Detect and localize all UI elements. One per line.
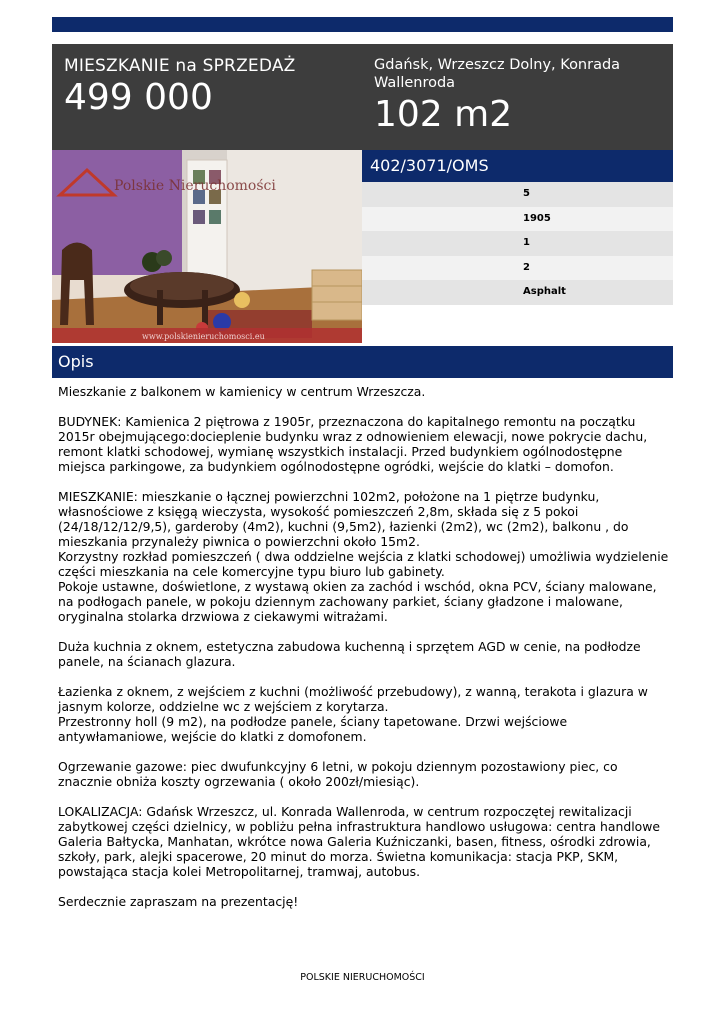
description-paragraph: Duża kuchnia z oknem, estetyczna zabudowa kuchenną i sprzętem AGD w cenie, na podłodze panele, na ścianach glazura.	[58, 639, 641, 669]
detail-value: 2	[523, 261, 530, 273]
living-room-image	[52, 150, 362, 343]
reference-number: 402/3071/OMS	[370, 156, 489, 175]
details-table	[362, 182, 673, 305]
footer: POLSKIE NIERUCHOMOŚCI	[300, 972, 425, 983]
reference-bar	[362, 150, 673, 182]
description-paragraph: Łazienka z oknem, z wejściem z kuchni (możliwość przebudowy), z wanną, terakota i glazura w jasnym kolorze, oddzielne wc z wejściem z korytarza. Przestronny holl (9 m2), na podłodze panele, ściany tapetowane. Drzwi wejściowe antywłamaniowe, wejście do klatki z domofonem.	[58, 684, 648, 744]
description-paragraph: Mieszkanie z balkonem w kamienicy w centrum Wrzeszcza.	[58, 384, 426, 399]
detail-value: Asphalt	[523, 286, 566, 297]
area: 102 m2	[374, 94, 513, 135]
property-photo	[52, 150, 362, 343]
detail-value: 1905	[523, 212, 551, 224]
description-paragraph: Ogrzewanie gazowe: piec dwufunkcyjny 6 letni, w pokoju dziennym pozostawiony piec, co znacznie obniża koszty ogrzewania ( około 200zł/miesiąc).	[58, 759, 618, 789]
detail-value: 1	[523, 237, 530, 248]
header-right	[374, 56, 664, 136]
description-body	[58, 384, 670, 909]
listing-header	[52, 44, 673, 150]
detail-row	[362, 207, 673, 232]
detail-row	[362, 280, 673, 305]
top-accent-bar	[52, 17, 673, 32]
description-paragraph: MIESZKANIE: mieszkanie o łącznej powierzchni 102m2, położone na 1 piętrze budynku, własnościowe z księgą wieczysta, wysokość pomieszczeń 2,8m, składa się z 5 pokoi (24/18/12/12/9,5), garderoby (4m2), kuchni (9,5m2), łazienki (2m2), wc (2m2), balkonu , do mieszkania przynależy piwnica o powierzchni około 15m2. Korzystny rozkład pomieszczeń ( dwa oddzielne wejścia z klatki schodowej) umożliwia wydzielenie części mieszkania na cele komercyjne typu biuro lub gabinety. Pokoje ustawne, doświetlone, z wystawą okien za zachód i wschód, okna PCV, ściany malowane, na podłogach panele, w pokoju dziennym zachowany parkiet, ściany gładzone i malowane, oryginalna stolarka drzwiowa z ciekawymi witrażami.	[58, 489, 669, 624]
description-header	[52, 346, 673, 378]
offer-type: MIESZKANIE na SPRZEDAŻ	[64, 56, 296, 76]
header-left	[64, 56, 296, 119]
detail-value: 5	[523, 188, 530, 199]
description-paragraph: Serdecznie zapraszam na prezentację!	[58, 894, 299, 909]
description-paragraph: LOKALIZACJA: Gdańsk Wrzeszcz, ul. Konrada Wallenroda, w centrum rozpoczętej rewitalizacji zabytkowej części dzielnicy, w pobliżu pełna infrastruktura handlowo usługowa: centra handlowe Galeria Bałtycka, Manhatan, wkrótce nowa Galeria Kuźniczanki, basen, fitness, ośrodki zdrowia, szkoły, park, alejki spacerowe, 20 minut do morza. Świetna komunikacja: stacja PKP, SKM, powstająca stacja kolei Metropolitarnej, tramwaj, autobus.	[58, 804, 660, 879]
price: 499 000	[64, 77, 213, 118]
location: Gdańsk, Wrzeszcz Dolny, Konrada Wallenroda	[374, 57, 621, 91]
watermark-url: www.polskienieruchomosci.eu	[142, 332, 265, 341]
detail-row	[362, 231, 673, 256]
section-title: Opis	[58, 352, 94, 371]
watermark-brand: Polskie Nieruchomości	[114, 178, 276, 194]
description-paragraph: BUDYNEK: Kamienica 2 piętrowa z 1905r, przeznaczona do kapitalnego remontu na początku 2015r obejmującego:docieplenie budynku wraz z odnowieniem elewacji, nowe pokrycie dachu, remont klatki schodowej, wymianę wszystkich instalacji. Przed budynkiem ogólnodostępne miejsca parkingowe, za budynkiem ogólnodostępne ogródki, wejście do klatki – domofon.	[58, 414, 648, 474]
detail-row	[362, 256, 673, 281]
detail-row	[362, 182, 673, 207]
